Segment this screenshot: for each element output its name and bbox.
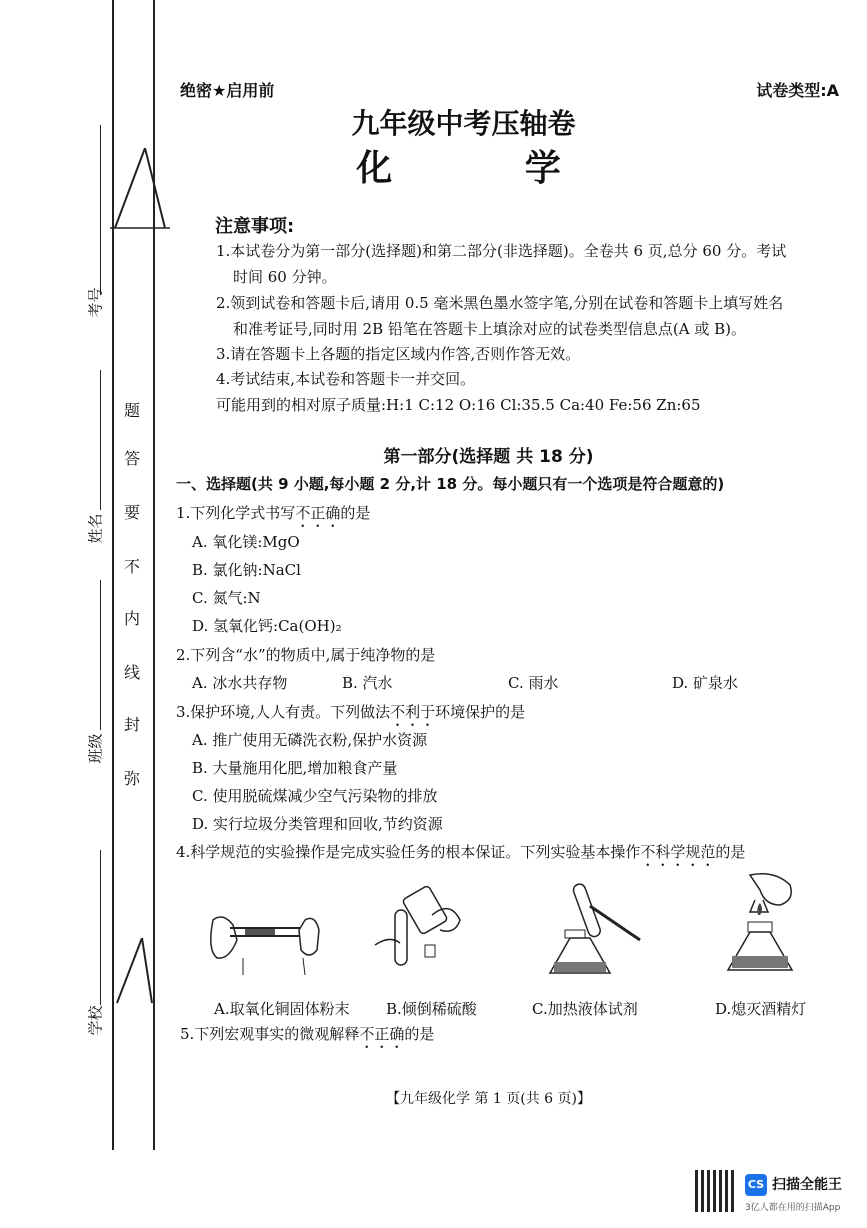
seal-char: 要 — [124, 503, 141, 522]
seal-char: 线 — [124, 663, 141, 682]
question-2-option[interactable]: A. 冰水共存物 — [192, 674, 288, 692]
figure-c-heating-liquid — [540, 878, 650, 988]
school-blank[interactable] — [100, 850, 101, 1005]
question-1-option[interactable]: C. 氮气:N — [192, 589, 261, 607]
class-blank[interactable] — [100, 580, 101, 730]
seal-char: 答 — [124, 449, 141, 468]
section-title: 第一部分(选择题 共 18 分) — [383, 447, 594, 467]
figure-d-caption[interactable]: D.熄灭酒精灯 — [715, 1000, 807, 1018]
scanner-logo: CS — [745, 1174, 767, 1196]
figure-a-powder-sampling — [205, 900, 325, 980]
binding-arrow-bottom — [112, 938, 172, 1008]
section-instruction: 一、选择题(共 9 小题,每小题 2 分,计 18 分。每小题只有一个选项是符合题意的) — [176, 475, 725, 493]
notice-line: 3.请在答题卡上各题的指定区域内作答,否则作答无效。 — [216, 345, 581, 363]
side-label-name: 姓名 — [86, 513, 105, 544]
question-3-option[interactable]: B. 大量施用化肥,增加粮食产量 — [192, 759, 398, 777]
paper-type-label: 试卷类型:A — [756, 81, 839, 100]
question-3-option[interactable]: C. 使用脱硫煤减少空气污染物的排放 — [192, 787, 438, 805]
notice-line: 2.领到试卷和答题卡后,请用 0.5 毫米黑色墨水签字笔,分别在试卷和答题卡上填写姓名 — [216, 294, 784, 312]
confidential-label: 绝密★启用前 — [180, 81, 275, 100]
side-label-exam-number: 考号 — [86, 287, 105, 318]
seal-char: 弥 — [124, 769, 141, 788]
question-1-option[interactable]: A. 氧化镁:MgO — [192, 533, 300, 551]
question-3-option[interactable]: D. 实行垃圾分类管理和回收,节约资源 — [192, 815, 443, 833]
question-5-stem: 5.下列宏观事实的微观解释不正确的是 — [180, 1025, 435, 1043]
page-footer: 【九年级化学 第 1 页(共 6 页)】 — [386, 1091, 591, 1107]
question-3-option[interactable]: A. 推广使用无磷洗衣粉,保护水资源 — [192, 731, 428, 749]
figure-c-caption[interactable]: C.加热液体试剂 — [532, 1000, 638, 1018]
scanner-tagline: 3亿人都在用的扫描App — [745, 1203, 841, 1213]
figure-d-extinguishing-lamp — [720, 870, 820, 990]
question-2-stem: 2.下列含“水”的物质中,属于纯净物的是 — [176, 646, 436, 664]
subject-title: 化 学 — [356, 148, 621, 189]
question-1-stem: 1.下列化学式书写不正确的是 — [176, 504, 371, 522]
scanner-app-name: 扫描全能王 — [772, 1177, 842, 1193]
seal-char: 内 — [124, 609, 141, 628]
notice-heading: 注意事项: — [215, 216, 295, 237]
notice-line: 和准考证号,同时用 2B 铅笔在答题卡上填涂对应的试卷类型信息点(A 或 B)。 — [233, 320, 746, 338]
notice-line: 4.考试结束,本试卷和答题卡一并交回。 — [216, 370, 476, 388]
seal-char: 题 — [124, 401, 141, 420]
seal-char: 不 — [124, 557, 141, 576]
exam-title: 九年级中考压轴卷 — [351, 107, 576, 140]
question-2-option[interactable]: B. 汽水 — [342, 674, 393, 692]
seal-char: 封 — [124, 715, 141, 734]
question-2-option[interactable]: C. 雨水 — [508, 674, 559, 692]
name-blank[interactable] — [100, 370, 101, 510]
figure-b-caption[interactable]: B.倾倒稀硫酸 — [386, 1000, 477, 1018]
question-4-stem: 4.科学规范的实验操作是完成实验任务的根本保证。下列实验基本操作不科学规范的是 — [176, 843, 746, 861]
qr-code-icon — [695, 1170, 737, 1212]
side-label-school: 学校 — [86, 1005, 105, 1036]
notice-line: 1.本试卷分为第一部分(选择题)和第二部分(非选择题)。全卷共 6 页,总分 60 分。考试 — [216, 242, 787, 260]
side-label-class: 班级 — [86, 733, 105, 764]
notice-line: 时间 60 分钟。 — [233, 268, 337, 286]
question-3-stem: 3.保护环境,人人有责。下列做法不利于环境保护的是 — [176, 703, 526, 721]
atomic-mass-line: 可能用到的相对原子质量:H:1 C:12 O:16 Cl:35.5 Ca:40 Fe:56 Zn:65 — [216, 396, 701, 414]
question-1-option[interactable]: D. 氢氧化钙:Ca(OH)₂ — [192, 617, 342, 635]
question-2-option[interactable]: D. 矿泉水 — [672, 674, 739, 692]
figure-a-caption[interactable]: A.取氧化铜固体粉末 — [214, 1000, 350, 1018]
figure-b-pouring-acid — [370, 885, 470, 975]
question-1-option[interactable]: B. 氯化钠:NaCl — [192, 561, 301, 579]
